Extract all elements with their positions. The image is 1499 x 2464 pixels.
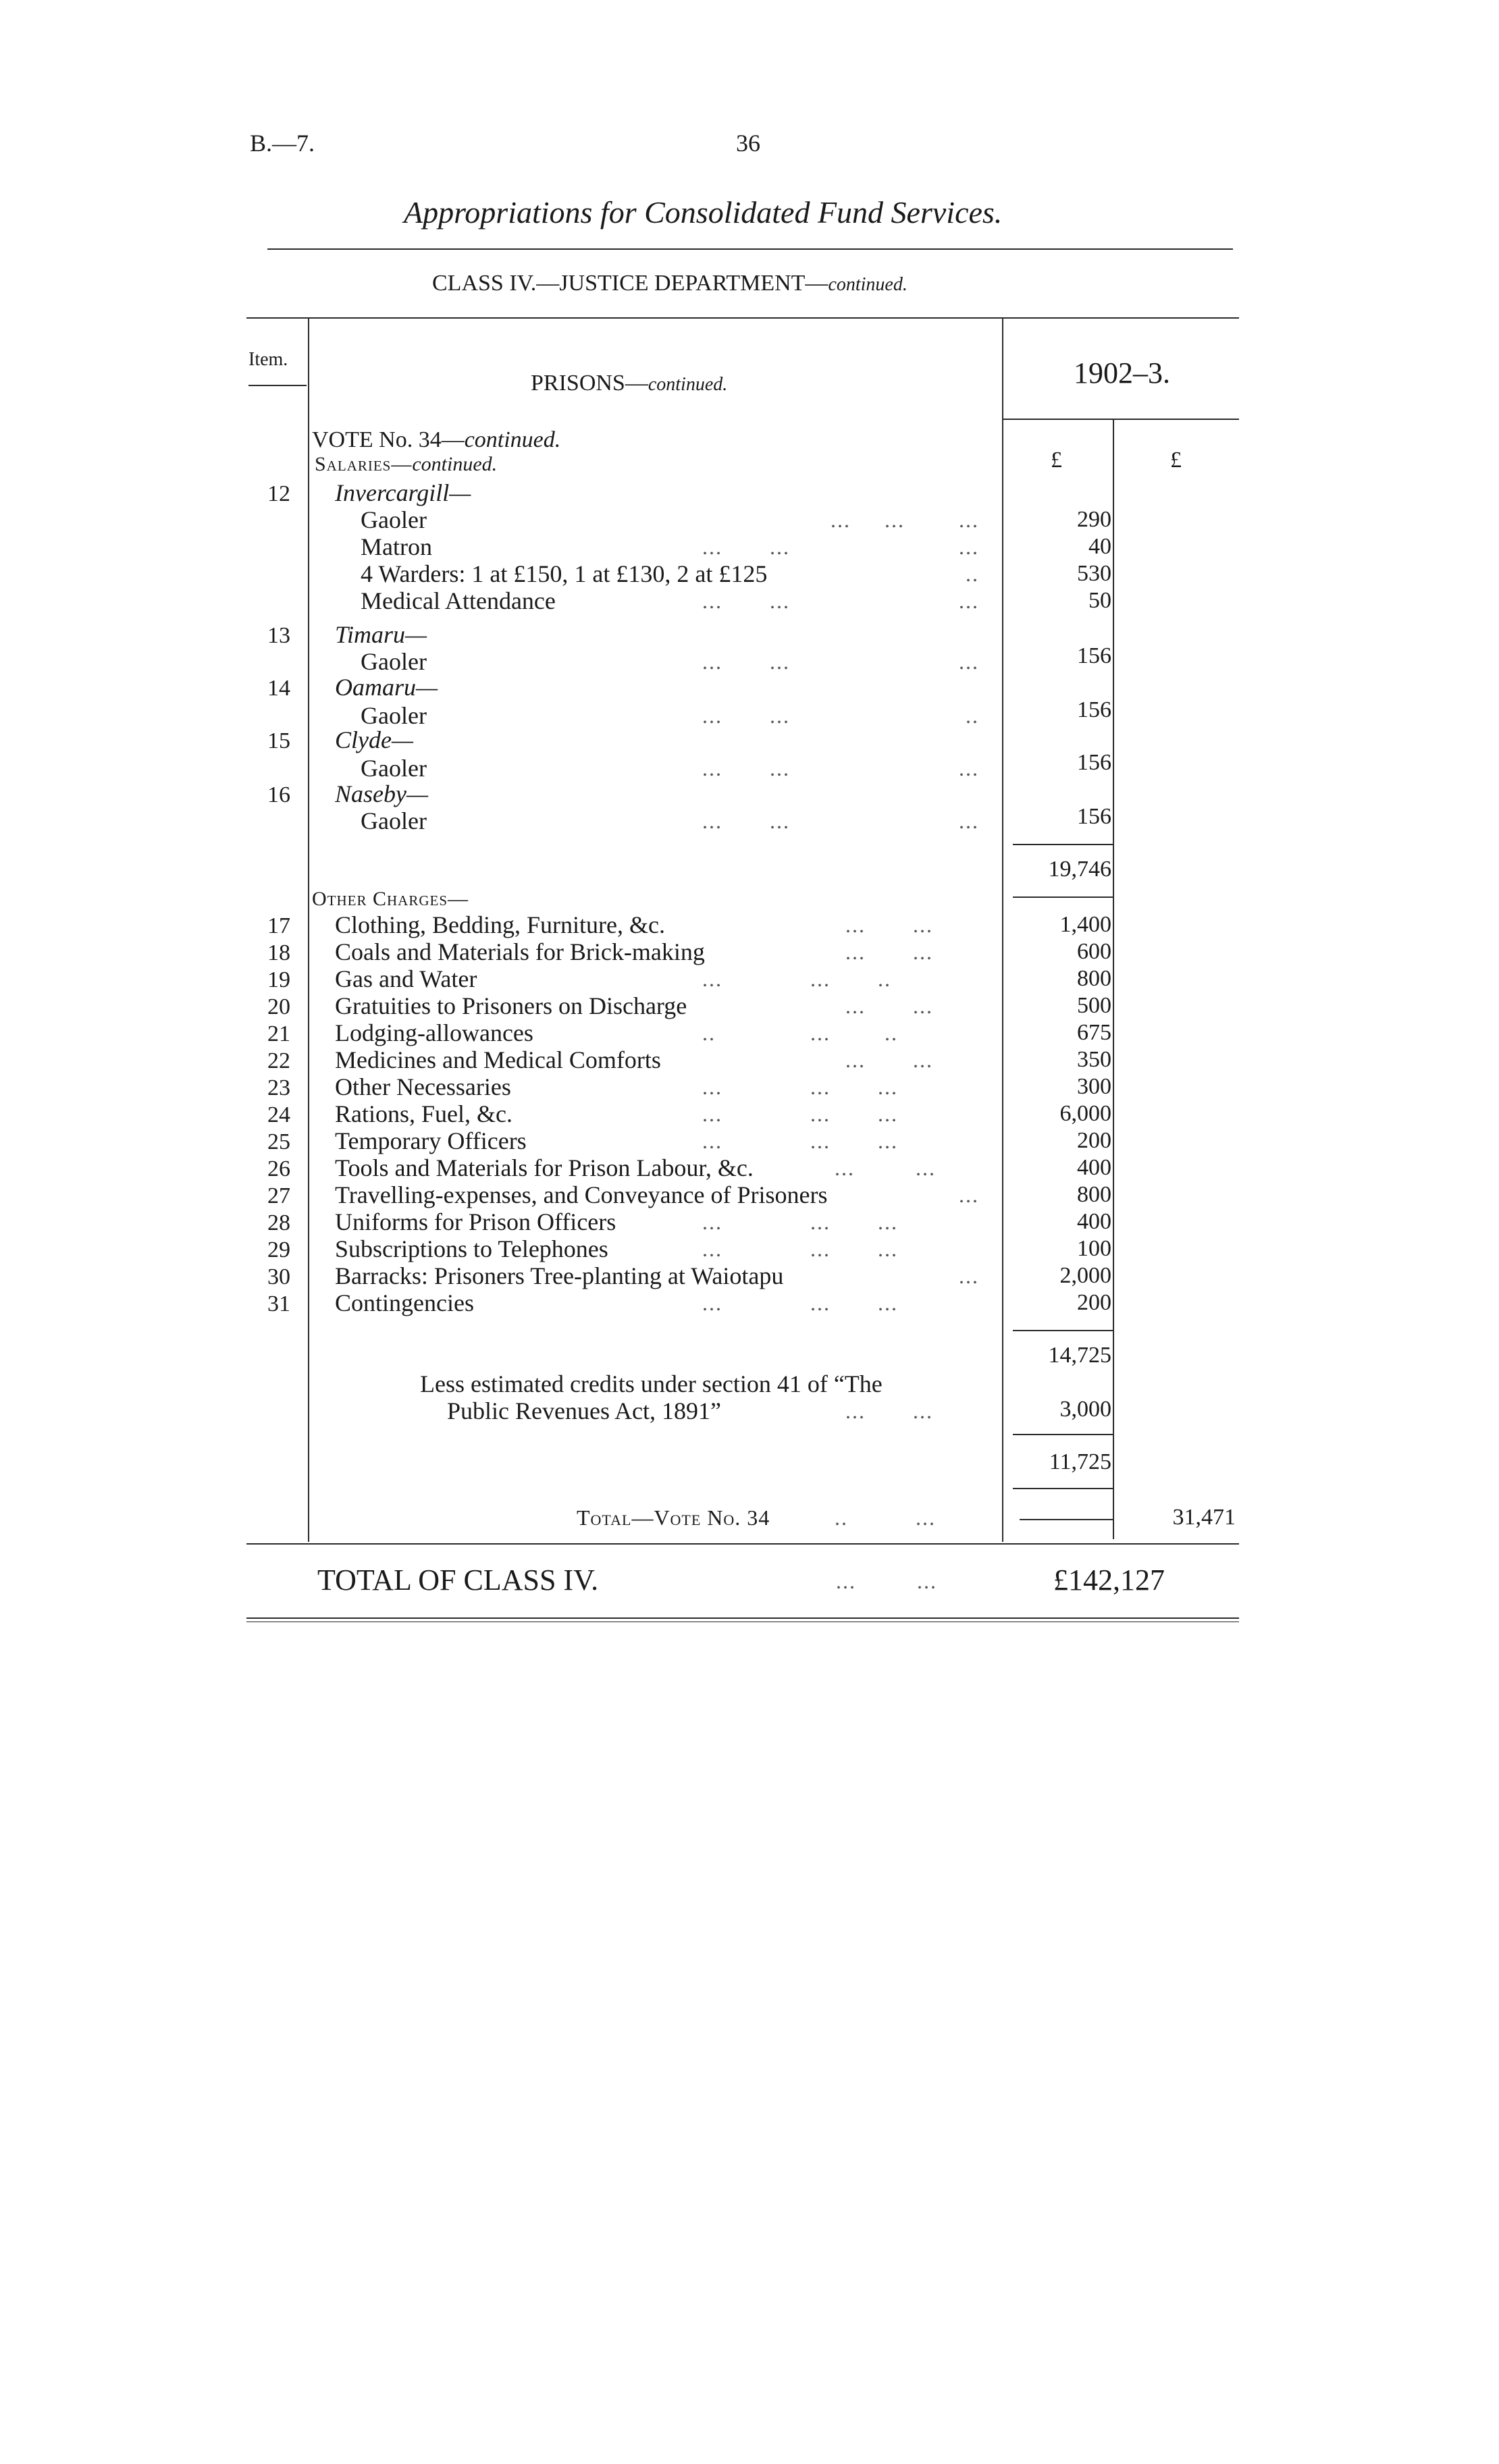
charge-label: Temporary Officers bbox=[335, 1127, 527, 1154]
subtotal-column-divider bbox=[1113, 419, 1114, 1539]
leader-dots: ... ... .. bbox=[702, 967, 891, 991]
salaries-heading-text: Salaries— bbox=[315, 453, 413, 475]
vote-title-text: VOTE No. 34— bbox=[312, 427, 465, 452]
class-total-label: TOTAL OF CLASS IV. bbox=[317, 1563, 599, 1597]
item-number: 12 bbox=[267, 481, 290, 506]
class-total-rule bbox=[246, 1617, 1239, 1619]
item-number: 30 bbox=[267, 1264, 290, 1289]
leader-dots: ... bbox=[959, 649, 979, 674]
leader-dots: ... ... bbox=[845, 913, 933, 937]
subtotal-rule bbox=[1013, 1434, 1114, 1435]
year-header: 1902–3. bbox=[1074, 356, 1170, 390]
leader-dots: .. ... .. bbox=[702, 1021, 898, 1045]
item-number: 19 bbox=[267, 967, 290, 992]
leader-dots: ... ... ... bbox=[702, 1237, 898, 1261]
leader-dots: ... bbox=[959, 809, 979, 833]
charge-label: Subscriptions to Telephones bbox=[335, 1235, 608, 1262]
charge-amount: 800 bbox=[1077, 1182, 1111, 1207]
class-heading-continued: continued. bbox=[828, 274, 908, 295]
charge-label: Contingencies bbox=[335, 1289, 474, 1316]
charge-label: Clothing, Bedding, Furniture, &c. bbox=[335, 911, 665, 938]
salary-label: Gaoler bbox=[361, 648, 427, 675]
leader-dots: ... ... bbox=[702, 809, 790, 833]
leader-dots: .. bbox=[966, 562, 979, 586]
item-number: 25 bbox=[267, 1129, 290, 1154]
credits-line-2: Public Revenues Act, 1891” bbox=[447, 1397, 721, 1424]
currency-symbol-1: £ bbox=[1051, 448, 1062, 473]
section-title-continued: continued. bbox=[648, 374, 728, 395]
item-number: 31 bbox=[267, 1291, 290, 1316]
charge-amount: 800 bbox=[1077, 966, 1111, 991]
salary-label: Gaoler bbox=[361, 506, 427, 533]
leader-dots: ... bbox=[959, 508, 979, 532]
charge-label: Other Necessaries bbox=[335, 1073, 511, 1100]
charge-amount: 100 bbox=[1077, 1236, 1111, 1261]
vote-title-continued: continued. bbox=[464, 427, 561, 452]
charge-label: Barracks: Prisoners Tree-planting at Waiotapu bbox=[335, 1262, 784, 1289]
subtotal-rule bbox=[1013, 1330, 1114, 1331]
item-number: 15 bbox=[267, 728, 290, 753]
leader-dots: ... ... ... bbox=[702, 1291, 898, 1315]
item-number: 16 bbox=[267, 782, 290, 807]
place-name: Oamaru— bbox=[335, 674, 438, 701]
charge-label: Gas and Water bbox=[335, 965, 477, 992]
table-top-rule bbox=[246, 317, 1239, 319]
charge-amount: 200 bbox=[1077, 1290, 1111, 1315]
leader-dots: ... bbox=[959, 756, 979, 780]
leader-dots: ... ... bbox=[845, 1399, 933, 1423]
item-number: 29 bbox=[267, 1237, 290, 1262]
leader-dots: ... ... bbox=[835, 1156, 936, 1180]
net-total: 11,725 bbox=[1049, 1449, 1111, 1474]
leader-dots: ... bbox=[959, 1264, 979, 1288]
charge-label: Gratuities to Prisoners on Discharge bbox=[335, 992, 687, 1019]
salary-amount: 156 bbox=[1077, 643, 1111, 668]
charge-amount: 1,400 bbox=[1059, 912, 1111, 937]
table-bottom-rule bbox=[246, 1543, 1239, 1545]
salary-amount: 290 bbox=[1077, 507, 1111, 532]
page-number: 36 bbox=[736, 130, 760, 157]
leader-dots: ... ... bbox=[702, 649, 790, 674]
vote-total-amount: 31,471 bbox=[1172, 1505, 1236, 1530]
class-heading bbox=[432, 270, 908, 298]
charge-amount: 300 bbox=[1077, 1074, 1111, 1099]
leader-dots: ... ... ... bbox=[702, 1210, 898, 1234]
salary-amount: 530 bbox=[1077, 561, 1111, 586]
item-number: 18 bbox=[267, 940, 290, 965]
charge-label: Lodging-allowances bbox=[335, 1019, 533, 1046]
item-number: 26 bbox=[267, 1156, 290, 1181]
charge-label: Medicines and Medical Comforts bbox=[335, 1046, 661, 1073]
page-title: Appropriations for Consolidated Fund Services. bbox=[404, 195, 1003, 230]
leader-dots: ... ... bbox=[845, 1048, 933, 1072]
class-total-amount: £142,127 bbox=[1053, 1563, 1165, 1597]
item-column-header: Item. bbox=[248, 349, 288, 370]
charge-amount: 400 bbox=[1077, 1155, 1111, 1180]
item-number: 24 bbox=[267, 1102, 290, 1127]
item-number: 28 bbox=[267, 1210, 290, 1235]
leader-dots: ... bbox=[959, 1183, 979, 1207]
salary-amount: 40 bbox=[1088, 534, 1111, 559]
item-number: 14 bbox=[267, 676, 290, 701]
salary-label: Gaoler bbox=[361, 807, 427, 834]
charge-amount: 200 bbox=[1077, 1128, 1111, 1153]
charge-amount: 400 bbox=[1077, 1209, 1111, 1234]
place-name: Naseby— bbox=[335, 780, 428, 807]
salary-label: 4 Warders: 1 at £150, 1 at £130, 2 at £125 bbox=[361, 560, 768, 587]
other-charges-subtotal: 14,725 bbox=[1048, 1343, 1111, 1368]
item-number: 17 bbox=[267, 913, 290, 938]
leader-dots: ... ... ... bbox=[702, 1102, 898, 1126]
salaries-heading bbox=[315, 452, 497, 477]
salary-amount: 50 bbox=[1088, 588, 1111, 613]
place-name: Invercargill— bbox=[335, 479, 471, 506]
leader-dots: .. bbox=[966, 703, 979, 728]
leader-dots: ... ... bbox=[702, 756, 790, 780]
leader-dots: ... bbox=[959, 589, 979, 613]
leader-dots: ... ... bbox=[702, 589, 790, 613]
class-heading-text: CLASS IV.—JUSTICE DEPARTMENT— bbox=[432, 271, 829, 296]
leader-dots: ... ... bbox=[702, 703, 790, 728]
item-number: 21 bbox=[267, 1021, 290, 1046]
section-title bbox=[531, 370, 727, 398]
subtotal-rule bbox=[1013, 844, 1114, 845]
salary-label: Matron bbox=[361, 533, 432, 560]
charge-amount: 6,000 bbox=[1059, 1101, 1111, 1126]
item-number: 22 bbox=[267, 1048, 290, 1073]
salary-label: Gaoler bbox=[361, 702, 427, 729]
subtotal-rule bbox=[1013, 1488, 1114, 1489]
leader-dots: ... ... bbox=[831, 508, 905, 532]
vote-total-label: Total—Vote No. 34 bbox=[577, 1505, 770, 1530]
salaries-heading-continued: continued. bbox=[412, 453, 498, 475]
item-column-divider bbox=[308, 319, 309, 1542]
item-header-rule bbox=[248, 385, 307, 386]
credits-line-1: Less estimated credits under section 41 of “The bbox=[420, 1370, 883, 1397]
credits-amount: 3,000 bbox=[1059, 1397, 1111, 1422]
place-name: Clyde— bbox=[335, 726, 413, 753]
subtotal-rule bbox=[1013, 896, 1114, 898]
title-rule bbox=[267, 248, 1233, 250]
leader-dots: ... bbox=[959, 535, 979, 559]
leader-dots: ... ... bbox=[845, 994, 933, 1018]
item-number: 23 bbox=[267, 1075, 290, 1100]
vote-title bbox=[312, 427, 560, 454]
charge-label: Rations, Fuel, &c. bbox=[335, 1100, 512, 1127]
charge-amount: 500 bbox=[1077, 993, 1111, 1018]
other-charges-heading: Other Charges— bbox=[312, 888, 469, 910]
vote-total-rule bbox=[1020, 1519, 1114, 1520]
salary-label: Gaoler bbox=[361, 755, 427, 782]
salaries-subtotal: 19,746 bbox=[1048, 857, 1111, 882]
item-number: 20 bbox=[267, 994, 290, 1019]
charge-label: Travelling-expenses, and Conveyance of Prisoners bbox=[335, 1181, 828, 1208]
charge-label: Tools and Materials for Prison Labour, &c. bbox=[335, 1154, 754, 1181]
salary-label: Medical Attendance bbox=[361, 587, 556, 614]
item-number: 27 bbox=[267, 1183, 290, 1208]
leader-dots: ... ... ... bbox=[702, 1075, 898, 1099]
charge-amount: 600 bbox=[1077, 939, 1111, 964]
salary-amount: 156 bbox=[1077, 750, 1111, 775]
leader-dots: ... ... bbox=[702, 535, 790, 559]
charge-amount: 2,000 bbox=[1059, 1263, 1111, 1288]
year-rule bbox=[1003, 419, 1239, 420]
leader-dots: ... ... bbox=[836, 1569, 937, 1593]
leader-dots: ... ... bbox=[845, 940, 933, 964]
charge-label: Uniforms for Prison Officers bbox=[335, 1208, 616, 1235]
salary-amount: 156 bbox=[1077, 804, 1111, 829]
item-number: 13 bbox=[267, 623, 290, 648]
salary-amount: 156 bbox=[1077, 697, 1111, 722]
leader-dots: .. ... bbox=[835, 1505, 936, 1530]
leader-dots: ... ... ... bbox=[702, 1129, 898, 1153]
currency-symbol-2: £ bbox=[1170, 448, 1182, 473]
document-reference: B.—7. bbox=[250, 130, 315, 157]
charge-label: Coals and Materials for Brick-making bbox=[335, 938, 705, 965]
charge-amount: 350 bbox=[1077, 1047, 1111, 1072]
place-name: Timaru— bbox=[335, 621, 427, 648]
charge-amount: 675 bbox=[1077, 1020, 1111, 1045]
section-title-text: PRISONS— bbox=[531, 371, 648, 396]
